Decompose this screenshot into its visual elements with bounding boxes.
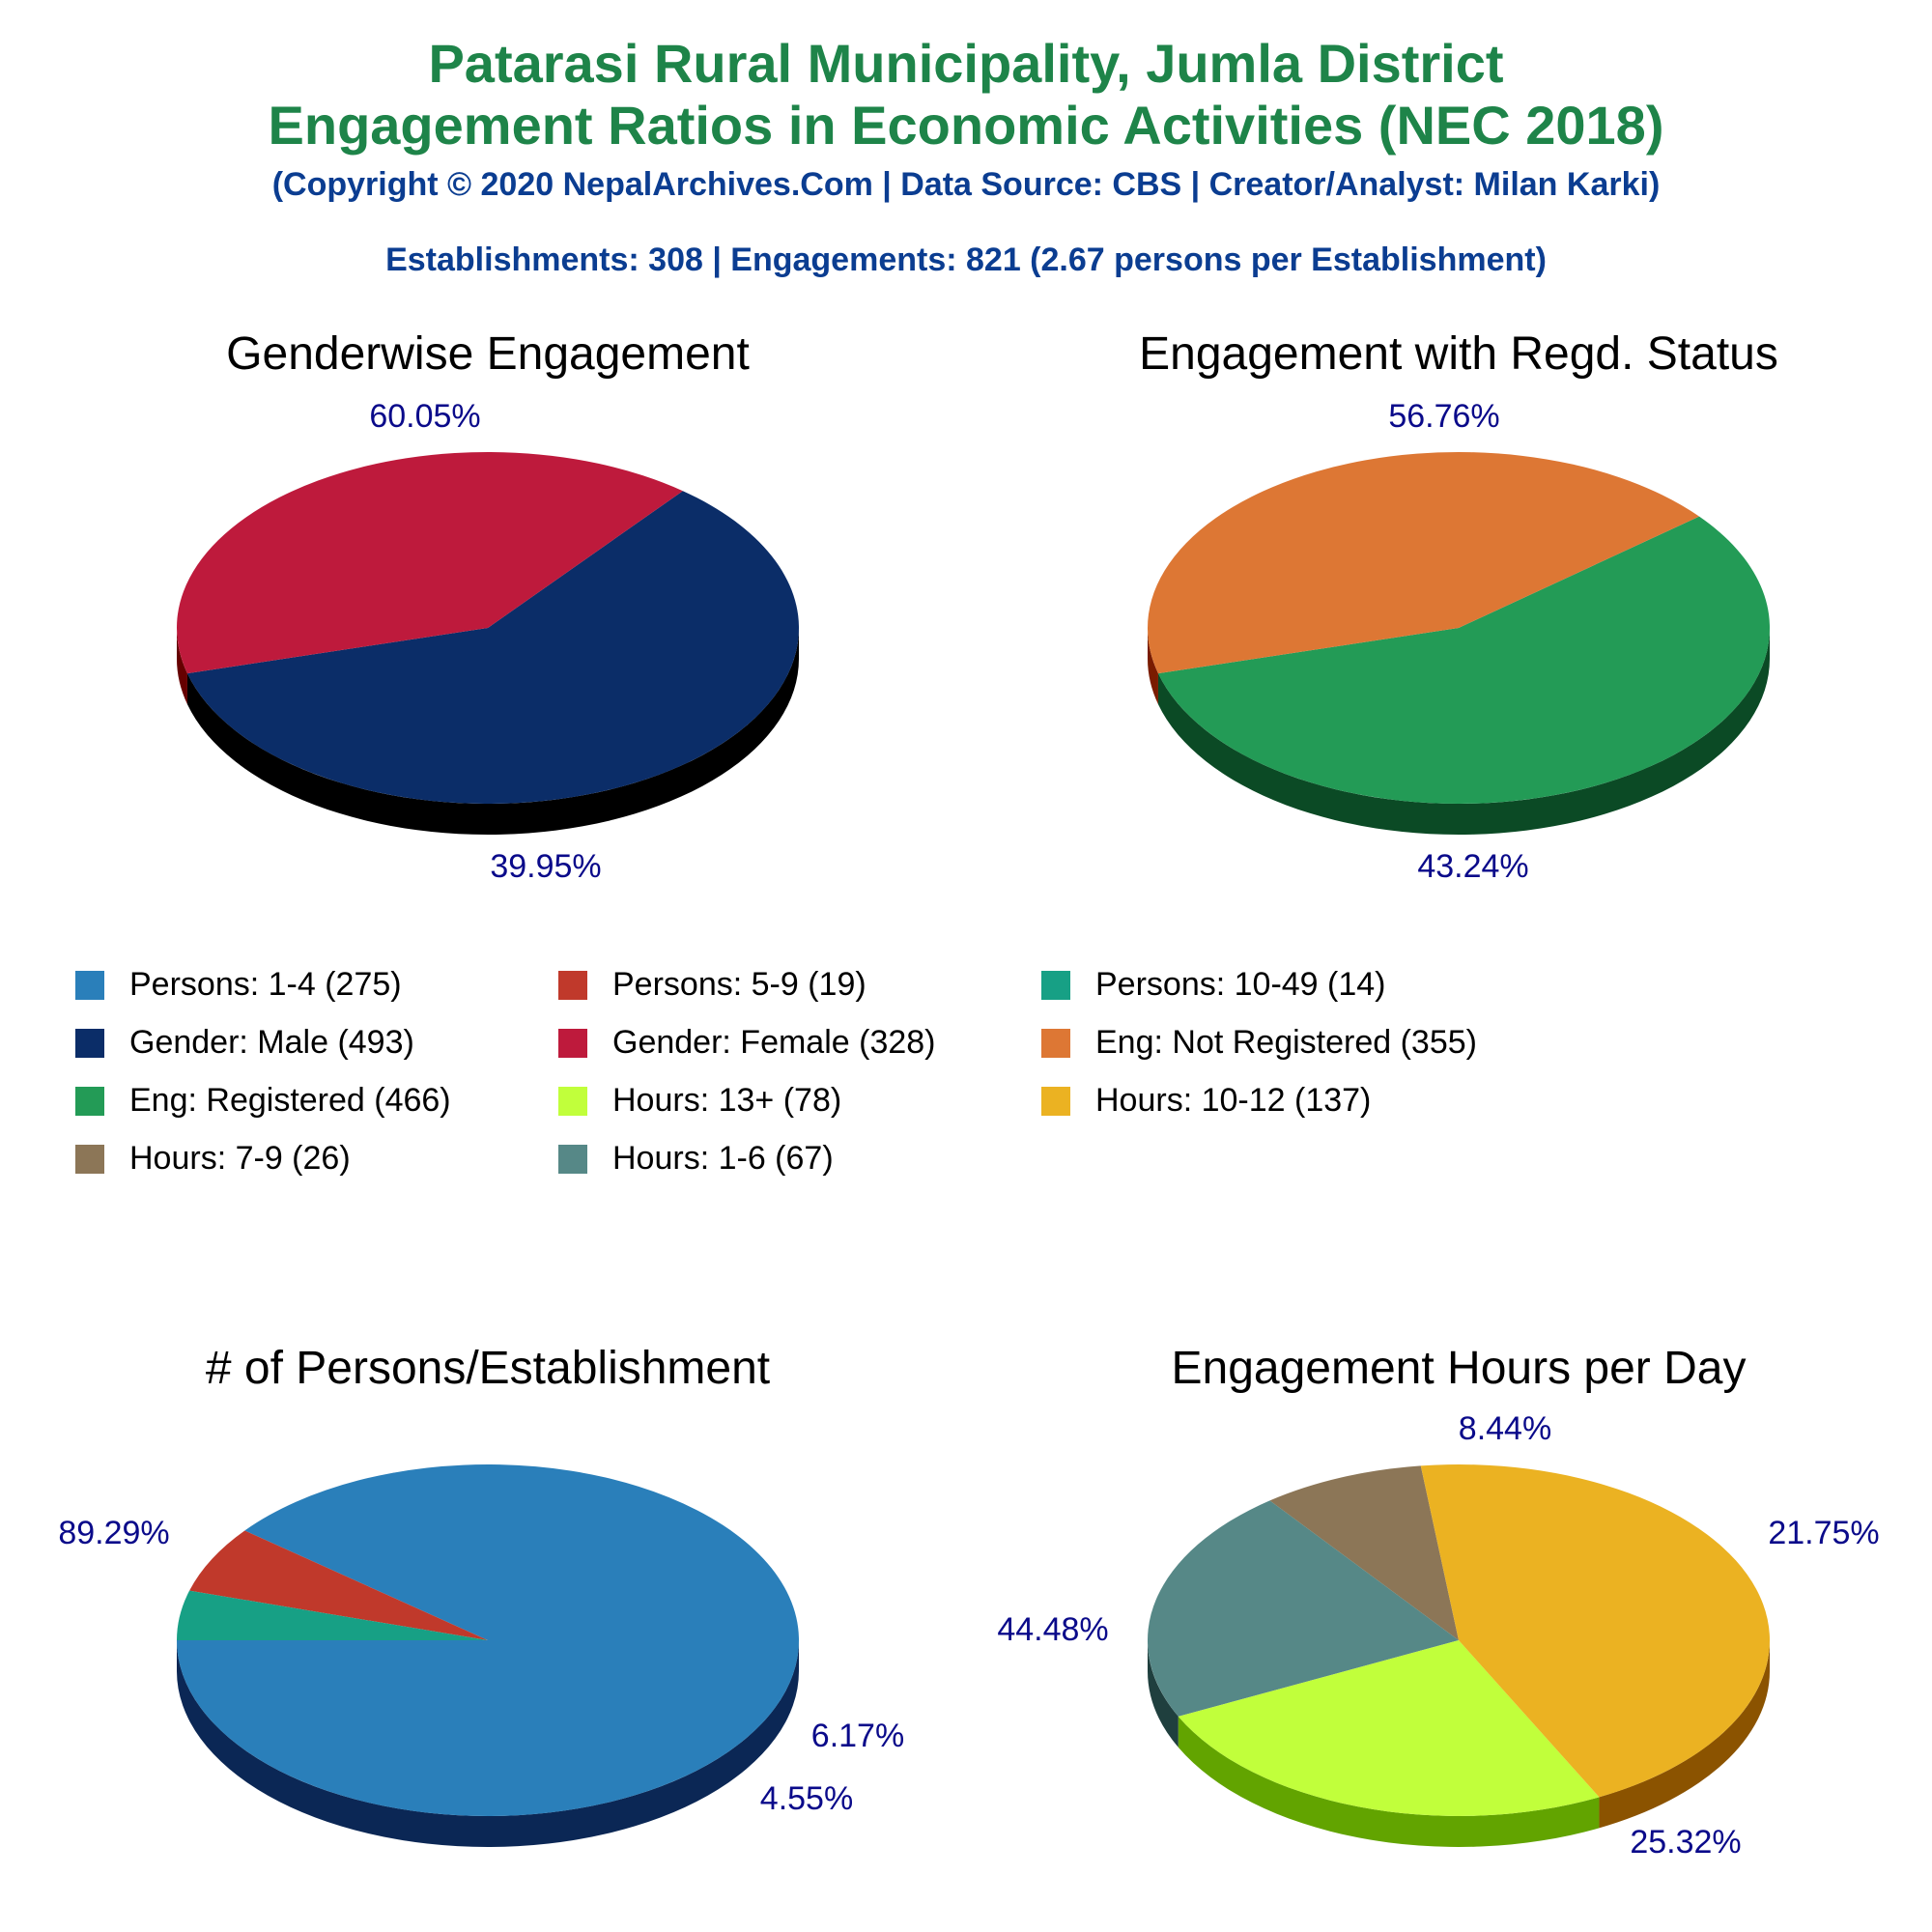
legend-item bbox=[558, 1140, 834, 1178]
slice-percent-label: 39.95% bbox=[490, 848, 602, 885]
legend-item bbox=[1041, 1024, 1477, 1062]
legend-swatch bbox=[75, 1087, 104, 1116]
slice-percent-label: 8.44% bbox=[1458, 1410, 1552, 1447]
legend-swatch bbox=[558, 971, 587, 1000]
chart-title: Genderwise Engagement bbox=[226, 328, 750, 380]
legend-label: Gender: Male (493) bbox=[129, 1024, 414, 1061]
legend-item bbox=[558, 1082, 841, 1120]
slice-percent-label: 56.76% bbox=[1388, 398, 1500, 435]
legend-item bbox=[558, 1024, 936, 1062]
legend-item bbox=[75, 1024, 414, 1062]
legend-swatch bbox=[558, 1087, 587, 1116]
pie-chart bbox=[997, 1343, 1879, 1861]
pie-chart bbox=[177, 328, 799, 885]
chart-title: # of Persons/Establishment bbox=[205, 1343, 771, 1394]
pie-chart bbox=[58, 1343, 904, 1847]
legend-label: Eng: Not Registered (355) bbox=[1095, 1024, 1477, 1061]
legend-swatch bbox=[75, 971, 104, 1000]
copyright-subtitle: (Copyright © 2020 NepalArchives.Com | Data Source: CBS | Creator/Analyst: Milan Karki) bbox=[271, 166, 1661, 203]
legend-label: Persons: 5-9 (19) bbox=[612, 966, 867, 1003]
slice-percent-label: 60.05% bbox=[369, 398, 481, 435]
legend-label: Hours: 13+ (78) bbox=[612, 1082, 842, 1119]
summary-line: Establishments: 308 | Engagements: 821 (2.67 persons per Establishment) bbox=[385, 242, 1547, 278]
chart-title: Engagement with Regd. Status bbox=[1139, 328, 1778, 380]
legend-swatch bbox=[558, 1029, 587, 1058]
legend-label: Gender: Female (328) bbox=[612, 1024, 936, 1061]
slice-percent-label: 6.17% bbox=[810, 1718, 905, 1754]
slice-percent-label: 44.48% bbox=[997, 1611, 1109, 1648]
pie-chart bbox=[1139, 328, 1778, 885]
slice-percent-label: 43.24% bbox=[1417, 848, 1529, 885]
legend-label: Persons: 10-49 (14) bbox=[1095, 966, 1386, 1003]
legend-swatch bbox=[1041, 1087, 1070, 1116]
slice-percent-label: 25.32% bbox=[1630, 1824, 1742, 1861]
slice-percent-label: 89.29% bbox=[58, 1515, 170, 1551]
slice-percent-label: 4.55% bbox=[759, 1780, 854, 1817]
legend-item bbox=[1041, 1082, 1371, 1120]
main-title-line2: Engagement Ratios in Economic Activities (NEC 2018) bbox=[268, 95, 1664, 156]
legend-swatch bbox=[75, 1029, 104, 1058]
legend-item bbox=[75, 1082, 451, 1120]
slice-percent-label: 21.75% bbox=[1768, 1515, 1880, 1551]
chart-title: Engagement Hours per Day bbox=[1171, 1343, 1747, 1394]
legend-swatch bbox=[1041, 1029, 1070, 1058]
legend-swatch bbox=[1041, 971, 1070, 1000]
legend-swatch bbox=[558, 1145, 587, 1174]
legend-label: Hours: 1-6 (67) bbox=[612, 1140, 834, 1177]
main-title-line1: Patarasi Rural Municipality, Jumla District bbox=[428, 33, 1504, 94]
legend-label: Hours: 10-12 (137) bbox=[1095, 1082, 1372, 1119]
legend-label: Eng: Registered (466) bbox=[129, 1082, 451, 1119]
legend-swatch bbox=[75, 1145, 104, 1174]
legend-item bbox=[75, 966, 402, 1004]
legend-label: Hours: 7-9 (26) bbox=[129, 1140, 351, 1177]
legend-item bbox=[1041, 966, 1386, 1004]
legend-item bbox=[75, 1140, 351, 1178]
legend-item bbox=[558, 966, 867, 1004]
legend-label: Persons: 1-4 (275) bbox=[129, 966, 402, 1003]
